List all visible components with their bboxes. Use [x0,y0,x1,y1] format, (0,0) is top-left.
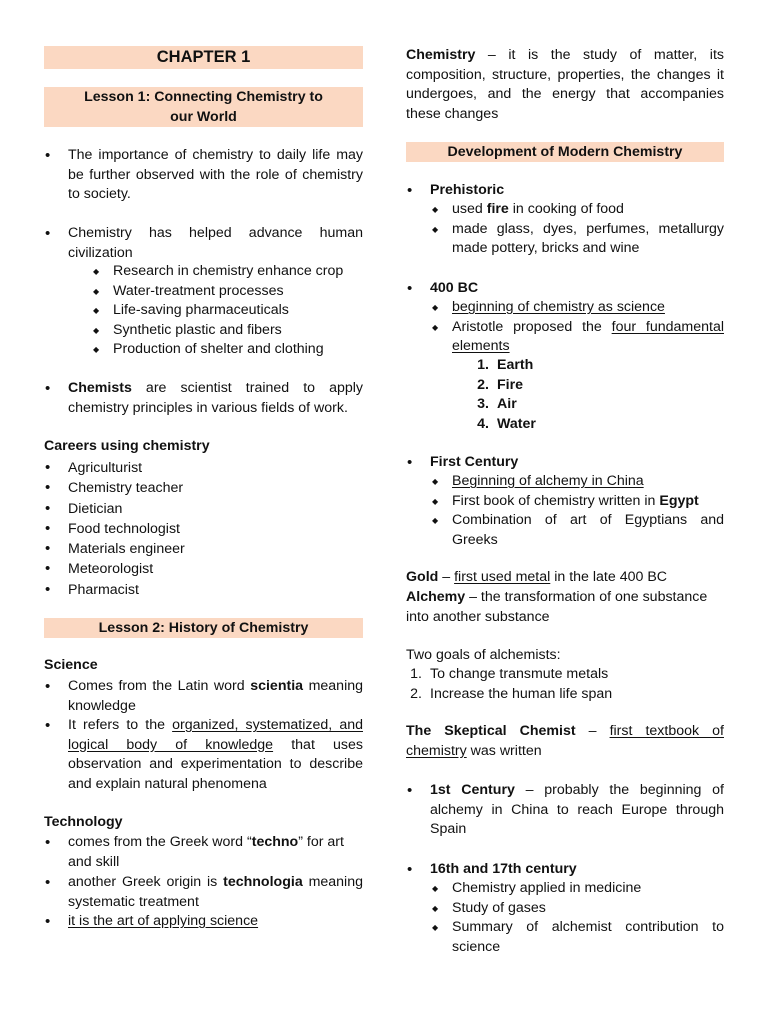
text: was written [466,742,542,759]
list-item [428,200,724,220]
alchemy-line [406,588,724,627]
text: another Greek origin is [68,874,224,890]
list-item: ◆ made glass, dyes, perfumes, metallurgy made pottery, bricks and wine [428,220,724,259]
list-item [428,298,724,318]
text: It refers to the [68,717,173,733]
index: 1. [410,666,422,682]
list-item: ◆ Water-treatment processes [89,282,363,302]
list-item [406,453,724,473]
alchemy-china: Beginning of alchemy in China [452,473,644,489]
helped-sublist [89,262,363,360]
careers-heading: Careers using chemistry [44,438,210,454]
list-item [44,873,363,912]
intro-list [44,146,363,205]
technology-heading: Technology [44,814,123,830]
science-list [44,677,363,794]
bc400-list [406,279,724,299]
scientia-term: scientia [250,678,304,694]
elements-list [473,356,724,434]
element-name: Air [497,396,517,412]
chemistry-term: Chemistry [406,47,476,63]
index: 3. [477,396,489,412]
text: – probably the beginning of alchemy in China to reach Europe through Spain [430,782,724,837]
chemists-def: are scientist trained to apply chemistry principles in various fields of work. [68,380,363,416]
careers-list [44,458,363,600]
helped-text: Chemistry has helped advance human civilization [68,225,363,261]
goal-text: Increase the human life span [430,685,613,702]
first-century-alchemy-list [406,781,724,840]
element-name: Fire [497,376,524,393]
technology-list [44,833,363,932]
text: – the transformation of one substance into another substance [406,589,708,625]
skeptical-chemist-term: The Skeptical Chemist [406,723,576,739]
science-definition: organized, systematized, and logical body of knowledge [68,717,363,753]
goals-list [406,665,724,704]
first-textbook: first textbook of chemistry [406,723,724,759]
lesson2-heading: Lesson 2: History of Chemistry [44,618,363,638]
gold-term: Gold [406,569,439,585]
list-item [44,379,363,418]
list-item: ◆ Chemistry applied in medicine [428,879,724,899]
list-item [406,860,724,880]
prehistoric-sublist [428,200,724,259]
text: – [575,723,610,739]
civilization-list [44,224,363,263]
technology-definition: it is the art of applying science [68,913,259,929]
prehistoric-label: Prehistoric [430,182,505,198]
gold-line [406,568,724,588]
lesson1-heading [44,87,363,127]
chemistry-definition [406,46,724,124]
goal-text: To change transmute metals [430,666,609,682]
list-item: • Pharmacist [44,580,363,600]
list-item: ◆ Summary of alchemist contribution to science [428,918,724,957]
fire-term: fire [486,201,509,217]
list-item [406,685,724,705]
list-item [473,415,724,435]
development-heading: Development of Modern Chemistry [406,142,724,162]
text: Comes from the Latin word [68,678,251,694]
goals-heading: Two goals of alchemists: [406,647,561,663]
science-beginning: beginning of chemistry as science [452,299,665,315]
list-item [44,716,363,794]
16th-17th-century-label: 16th and 17th century [430,861,577,877]
list-item [473,356,724,376]
text: meaning knowledge [68,678,363,714]
importance-text: The importance of chemistry to daily life may be further observed with the role of chemistry to society. [68,147,363,202]
text: in the late 400 BC [550,569,668,585]
text: in cooking of food [508,201,624,217]
list-item: • Meteorologist [44,559,363,579]
alchemy-term: Alchemy [406,589,466,605]
science-heading: Science [44,657,98,673]
list-item: ◆ Production of shelter and clothing [89,340,363,360]
list-item: ◆ Study of gases [428,899,724,919]
list-item [44,146,363,205]
list-item: ◆ Combination of art of Egyptians and Greeks [428,511,724,550]
list-item [406,279,724,299]
prehistoric-list [406,181,724,201]
list-item: • Agriculturist [44,458,363,478]
list-item: ◆ Research in chemistry enhance crop [89,262,363,282]
list-item [44,912,363,932]
element-name: Water [497,415,536,432]
text: ” for art and skill [68,834,344,870]
text: used [452,201,487,217]
list-item [406,181,724,201]
text: meaning systematic treatment [68,874,363,910]
list-item [473,376,724,396]
egypt-term: Egypt [659,492,699,509]
first-century-sublist [428,472,724,550]
bc400-label: 400 BC [430,280,479,296]
chemists-list [44,379,363,418]
first-century-list [406,453,724,473]
chapter-title: CHAPTER 1 [44,46,363,69]
list-item [44,224,363,263]
century-16-list [406,860,724,880]
index: 2. [477,376,489,393]
four-elements-term: four fundamental elements [452,318,724,354]
index: 4. [477,415,489,432]
element-name: Earth [497,357,534,373]
first-used-metal: first used metal [454,569,551,585]
index: 2. [410,685,422,702]
text: that uses observation and experimentation to describe and explain natural phenomena [68,736,363,792]
chemistry-def-text: – it is the study of matter, its composition, structure, properties, the changes it undergoes, and the energy that accompanies these changes [406,47,724,122]
list-item: • Dietician [44,499,363,519]
list-item [406,781,724,840]
list-item: • Chemistry teacher [44,478,363,498]
1st-century-label: 1st Century [430,782,515,798]
list-item [473,395,724,415]
text: – [438,569,455,585]
chemists-term: Chemists [68,380,132,396]
skeptical-chemist-line [406,722,724,761]
list-item [428,492,724,512]
index: 1. [477,357,489,373]
lesson1-heading-text: Lesson 1: Connecting Chemistry to our World [84,89,323,125]
list-item [44,677,363,716]
list-item [406,665,724,685]
first-century-label: First Century [430,454,519,470]
technologia-term: technologia [223,874,303,890]
list-item: • Materials engineer [44,539,363,559]
text: comes from the Greek word “ [68,834,252,850]
list-item: ◆ Life-saving pharmaceuticals [89,301,363,321]
text: First book of chemistry written in [452,492,660,509]
list-item [428,472,724,492]
century-16-sublist [428,879,724,957]
list-item [44,833,363,872]
list-item [428,318,724,357]
bc400-sublist [428,298,724,357]
techno-term: techno [251,834,299,850]
list-item: ◆ Synthetic plastic and fibers [89,321,363,341]
list-item: • Food technologist [44,519,363,539]
text: Aristotle proposed the [452,318,612,335]
